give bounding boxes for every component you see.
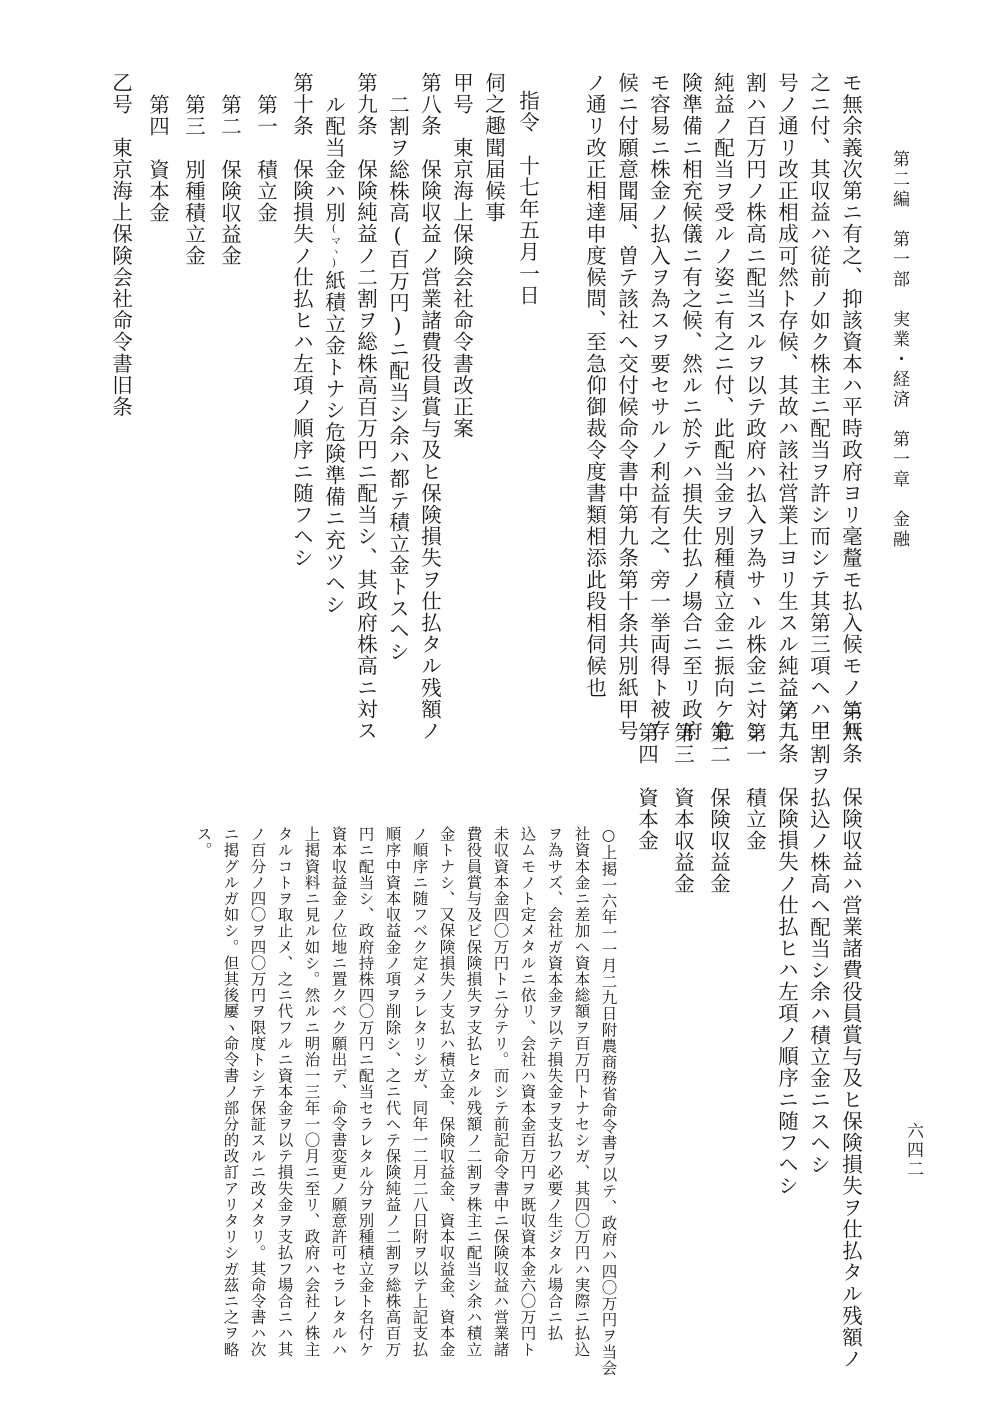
lower-article-8-line1: 第八条 保険収益ハ営業諸費役員賞与及ヒ保険損失ヲ仕払タル残額ノ — [838, 700, 863, 1370]
article-9-text-b: 紙積立金トナシ危険準備ニ充ツヘシ — [321, 270, 346, 616]
body-line: 之ニ付、其収益ハ従前ノ如ク株主ニ配当ヲ許シ而シテ其第三項ヘハ甲 — [806, 72, 831, 742]
lower-order-item: 第二 保険収益金 — [706, 722, 731, 895]
mama-annotation: (マヽ) — [328, 223, 340, 271]
article-8-text-b: ニ配当シ余ハ都テ積立金トスヘシ — [385, 338, 410, 663]
body-line: 号ノ通リ改正相成可然ト存候、其故ハ該社営業上ヨリ生スル純益ノ二 — [774, 72, 799, 742]
note-line: 資本収益金ノ位地ニ置クベク願出デ、命令書変更ノ願意許可セラレタルハ — [329, 826, 348, 1358]
lower-article-9: 第九条 保険損失ノ仕払ヒハ左項ノ順序ニ随フヘシ — [774, 700, 799, 1197]
body-line: モ容易ニ株金ノ払入ヲ為スヲ要セサルノ利益有之、旁一挙両得ト被存 — [646, 72, 671, 742]
article-9-line1: 第九条 保険純益ノ二割ヲ総株高百万円ニ配当シ、其政府株高ニ対ス — [353, 72, 378, 742]
body-line: 候ニ付願意聞届、曽テ該社へ交付候命令書中第九条第十条共別紙甲号 — [614, 72, 639, 742]
note-line: 込ムモノト定メタルニ依リ、会社ハ資本金百万円ヲ既収資本金六〇万円ト — [518, 826, 537, 1358]
lower-article-8-line2: 二割ヲ払込ノ株高ヘ配当シ余ハ積立金ニスヘシ — [806, 722, 831, 1176]
note-line: 順序中資本収益金ノ項ヲ削除シ、之ニ代ヘテ保険純益ノ二割ヲ総株高百万 — [383, 826, 402, 1358]
lower-order-item: 第三 資本収益金 — [670, 722, 695, 895]
body-line: ノ通リ改正相達申度候間、至急仰御裁令度書類相添此段相伺候也 — [582, 72, 607, 699]
note-line: ノ順序ニ随フベク定メラレタリシガ、同年一二月二八日附ヲ以テ上記支払 — [410, 826, 429, 1358]
lower-order-item: 第一 積立金 — [742, 722, 767, 852]
page-number: 六四二 — [903, 1122, 923, 1179]
article-9-line2 — [323, 94, 344, 634]
article-8-text-a: 二割ヲ総株高 — [385, 94, 410, 224]
note-line: 金トナシ、又保険損失ノ支払ハ積立金、保険収益金、資本収益金、資本金 — [437, 826, 456, 1358]
otsu-title: 乙号 東京海上保険会社命令書旧条 — [108, 72, 133, 418]
article-8-paren: (百万円) — [385, 223, 410, 339]
note-line: ヲ為サズ、会社ガ資本金ヲ以テ損失金ヲ支払フ必要ノ生ジタル場合ニ払 — [545, 826, 564, 1342]
approval-line: 伺之趣聞届候事 — [481, 72, 506, 224]
body-line: 純益ノ配当ヲ受ルノ姿ニ有之ニ付、此配当金ヲ別種積立金ニ振向ケ危 — [710, 72, 735, 742]
order-item: 第一 積立金 — [253, 94, 278, 224]
note-line: タルコトヲ取止メ、之ニ代フルニ資本金ヲ以テ損失金ヲ支払フ場合ニハ其 — [275, 826, 294, 1358]
note-line: 未収資本金四〇万円トニ分テリ。而シテ前記命令書中ニ保険収益ハ営業諸 — [491, 826, 510, 1358]
order-item: 第三 別種積立金 — [181, 94, 206, 267]
note-line: 社資本金ニ差加ヘ資本総額ヲ百万円トナセシガ、其四〇万円ハ実際ニ払込 — [572, 826, 591, 1358]
article-10: 第十条 保険損失ノ仕払ヒハ左項ノ順序ニ随フヘシ — [289, 72, 314, 569]
note-line: ス。 — [194, 826, 213, 859]
directive-date: 指令 十七年五月一日 — [515, 90, 540, 306]
running-title: 第二編 第一部 実業・経済 第一章 金融 — [889, 150, 909, 550]
order-item: 第二 保険収益金 — [217, 94, 242, 267]
article-8-line1: 第八条 保険収益ノ営業諸費役員賞与及ヒ保険損失ヲ仕払タル残額ノ — [417, 72, 442, 742]
body-line: モ無余義次第ニ有之、抑該資本ハ平時政府ヨリ毫釐モ払入候モノニ無 — [838, 72, 863, 742]
order-item: 第四 資本金 — [145, 94, 170, 224]
note-line: ニ掲グルガ如シ。但其後屢ヽ命令書ノ部分的改訂アリタリシガ茲ニ之ヲ略 — [221, 826, 240, 1358]
note-line: ○上掲一六年一一月二九日附農商務省命令書ヲ以テ、政府ハ四〇万円ヲ当会 — [599, 826, 618, 1376]
kou-title: 甲号 東京海上保険会社命令書改正案 — [449, 72, 474, 440]
note-line: 費役員賞与及ビ保険損失ヲ支払ヒタル残額ノ二割ヲ株主ニ配当シ余ハ積立 — [464, 826, 483, 1358]
note-line: 上掲資料ニ見ル如シ。然ルニ明治一三年一〇月ニ至リ、政府ハ会社ノ株主 — [302, 826, 321, 1358]
body-line: 割ハ百万円ノ株高ニ配当スルヲ以テ政府ハ払入ヲ為サヽル株金ニ対シ — [742, 72, 767, 742]
note-line: 円ニ配当シ、政府持株四〇万円ニ配当セラレタル分ヲ別種積立金ト名付ケ — [356, 826, 375, 1358]
article-9-text-a: ル配当金ハ別 — [321, 94, 346, 224]
lower-order-item: 第四 資本金 — [634, 722, 659, 852]
article-8-line2 — [385, 94, 410, 663]
note-line: ノ百分ノ四〇ヲ四〇万円ヲ限度トシテ保証スルニ改メタリ。其命令書ハ次 — [248, 826, 267, 1358]
body-line: 険準備ニ相充候儀ニ有之候、然ルニ於テハ損失仕払ノ場合ニ至リ政府 — [678, 72, 703, 742]
